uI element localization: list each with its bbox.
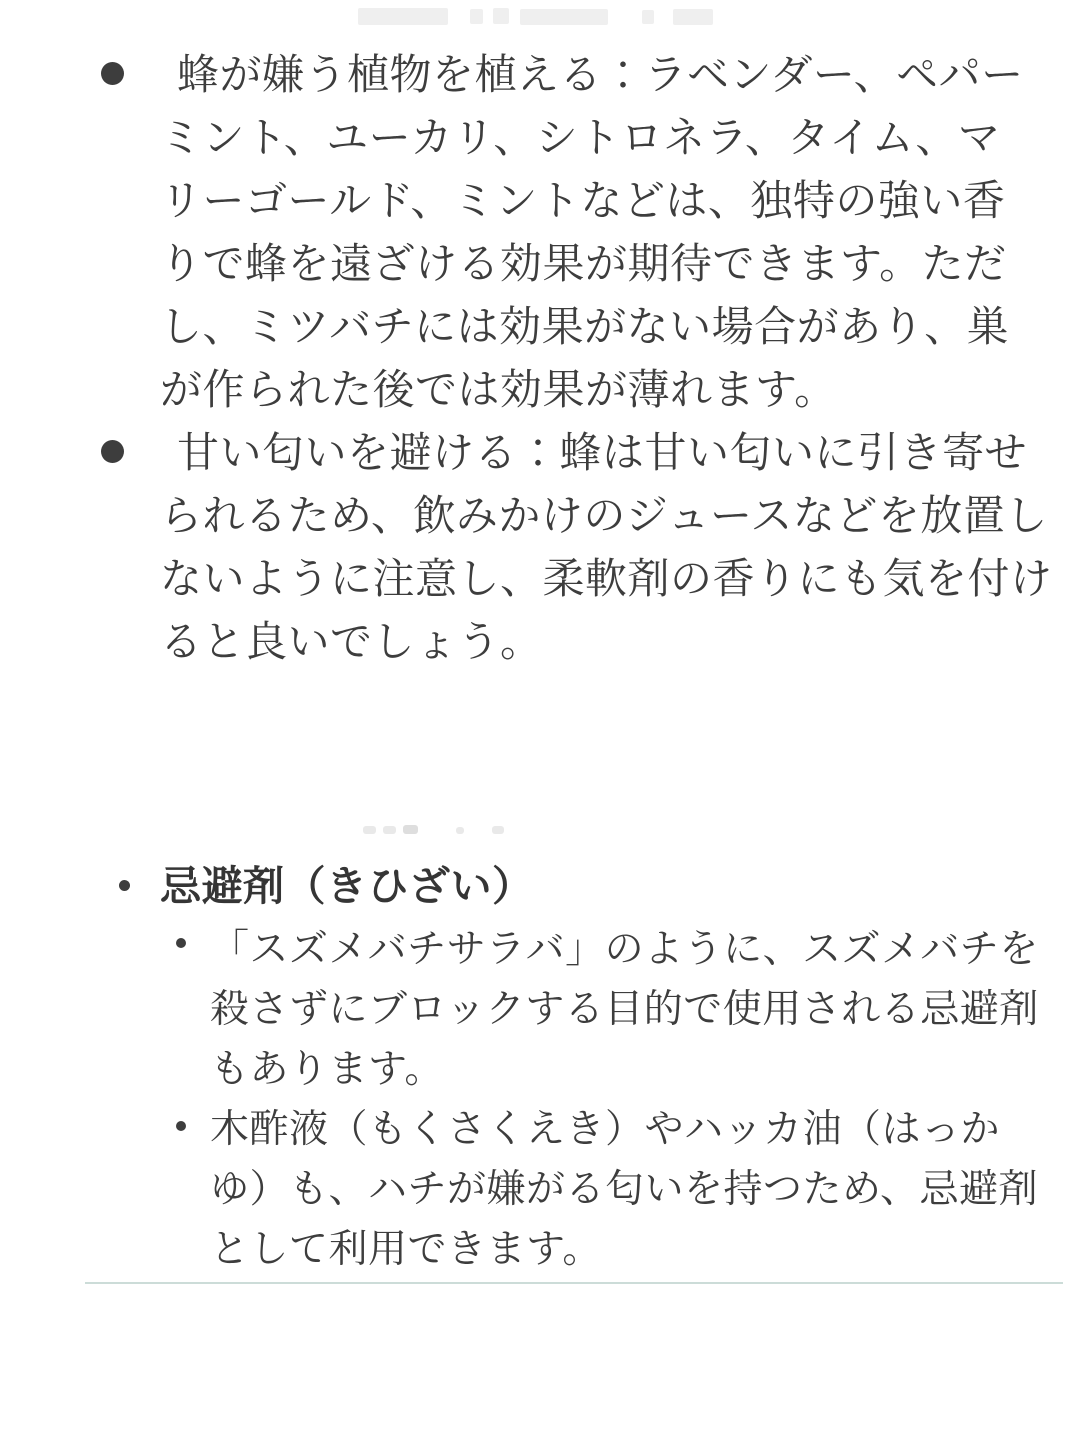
remnant-fragment <box>520 9 608 25</box>
section-divider <box>85 1282 1063 1284</box>
text-line: が作られた後では効果が薄れます。 <box>160 366 837 413</box>
text-line: リーゴールド、ミントなどは、独特の強い香 <box>160 177 1006 224</box>
text-line: 蜂が嫌う植物を植える：ラベンダー、ペパー <box>177 51 1024 98</box>
remnant-fragment <box>363 826 376 834</box>
repellent-list <box>210 920 1050 1280</box>
text-line: もあります。 <box>210 1048 444 1091</box>
remnant-fragment <box>642 10 654 24</box>
repellent-section-heading: 忌避剤（きひざい） <box>160 863 534 909</box>
text-line: として利用できます。 <box>210 1228 602 1271</box>
text-line: 殺さずにブロックする目的で使用される忌避剤 <box>210 988 1039 1031</box>
text-line: 「スズメバチサラバ」のように、スズメバチを <box>210 928 1039 971</box>
remnant-fragment <box>403 825 418 834</box>
text-line: ると良いでしょう。 <box>160 618 543 665</box>
bullet-icon <box>176 1121 186 1131</box>
remnant-fragment <box>470 9 483 24</box>
bullet-icon <box>101 62 124 85</box>
bullet-icon <box>119 880 130 891</box>
remnant-fragment <box>673 9 713 25</box>
bullet-icon <box>176 938 186 948</box>
remnant-fragment <box>456 827 464 834</box>
text-line: し、ミツバチには効果がない場合があり、巣 <box>160 303 1010 350</box>
text-line: 木酢液（もくさくえき）やハッカ油（はっか <box>210 1108 1001 1151</box>
bee-tips-list <box>160 43 1053 673</box>
text-line: ゆ）も、ハチが嫌がる匂いを持つため、忌避剤 <box>210 1168 1038 1211</box>
remnant-fragment <box>383 826 396 834</box>
text-line: りで蜂を遠ざける効果が期待できます。ただ <box>160 240 1007 287</box>
text-line: ないように注意し、柔軟剤の香りにも気を付け <box>160 555 1053 602</box>
remnant-fragment <box>493 8 509 24</box>
bullet-icon <box>101 440 124 463</box>
text-line: ミント、ユーカリ、シトロネラ、タイム、マ <box>160 114 1001 161</box>
remnant-fragment <box>358 8 448 25</box>
text-line: られるため、飲みかけのジュースなどを放置し <box>160 492 1048 539</box>
remnant-fragment <box>492 826 504 834</box>
text-line: 甘い匂いを避ける：蜂は甘い匂いに引き寄せ <box>177 429 1028 476</box>
